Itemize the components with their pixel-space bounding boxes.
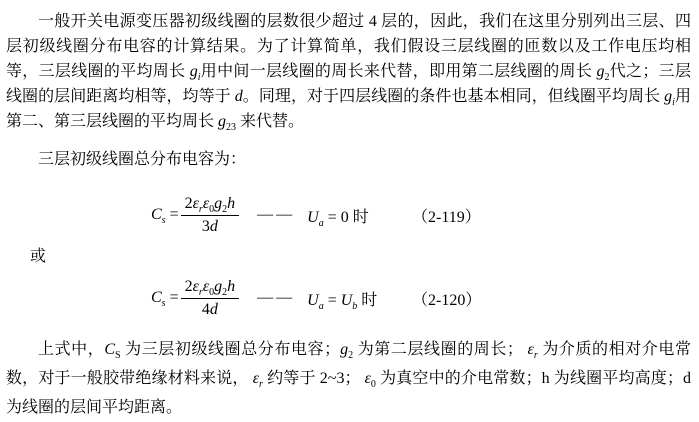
equation-2-120 bbox=[6, 269, 691, 327]
fraction-denominator: 3d bbox=[201, 217, 218, 235]
equation-fraction bbox=[181, 278, 240, 319]
equation-condition: $U_a = 0$ 时 bbox=[307, 208, 369, 229]
equation-number: （2-119） bbox=[412, 208, 481, 226]
equation-fraction bbox=[181, 195, 240, 236]
paragraph-lead-in: 三层初级线圈总分布电容为： bbox=[38, 151, 247, 168]
equation-dash: —— bbox=[257, 289, 296, 306]
fraction-denominator: 4d bbox=[201, 300, 218, 318]
paragraph-explanation: 上式中，$C_S$ 为三层初级线圈总分布电容；$g_2$ 为第二层线圈的周长； $\varepsilon_r$ 为介质的相对介电常数，对于一般胶带绝缘材料来说， $\varepsilon_r$ 约等于 2~3； $\varepsilon_0$ 为真空中的介电常数；h 为线圈平均高度；d 为线圈的层间平均距离。 bbox=[6, 341, 691, 416]
fraction-numerator: $2\varepsilon_r\varepsilon_0g_2h$ bbox=[181, 278, 240, 299]
equation-2-119 bbox=[6, 186, 691, 244]
equation-lhs: $C_s$ = bbox=[151, 206, 179, 227]
paragraph-intro: 一般开关电源变压器初级线圈的层数很少超过 4 层的，因此，我们在这里分别列出三层、四层初级线圈分布电容的计算结果。为了计算简单，我们假设三层线圈的匝数以及工作电压均相等，三层线圈的平均周长 $g_i$用中间一层线圈的周长来代替，即用第二层线圈的周长 $g_2$代之；三层线圈的层间距离均相等，均等于 d。同理，对于四层线圈的条件也基本相同，但线圈平均周长 $g_i$用第二、第三层线圈的平均周长 $g_{23}$ 来代替。 bbox=[6, 13, 691, 134]
or-label: 或 bbox=[30, 248, 47, 265]
fraction-numerator: $2\varepsilon_r\varepsilon_0g_2h$ bbox=[181, 195, 240, 216]
equation-condition: $U_a = U_b$ 时 bbox=[307, 291, 378, 312]
equation-lhs: $C_s$ = bbox=[151, 289, 179, 310]
equation-number: （2-120） bbox=[412, 291, 482, 309]
equation-dash: —— bbox=[257, 206, 296, 223]
